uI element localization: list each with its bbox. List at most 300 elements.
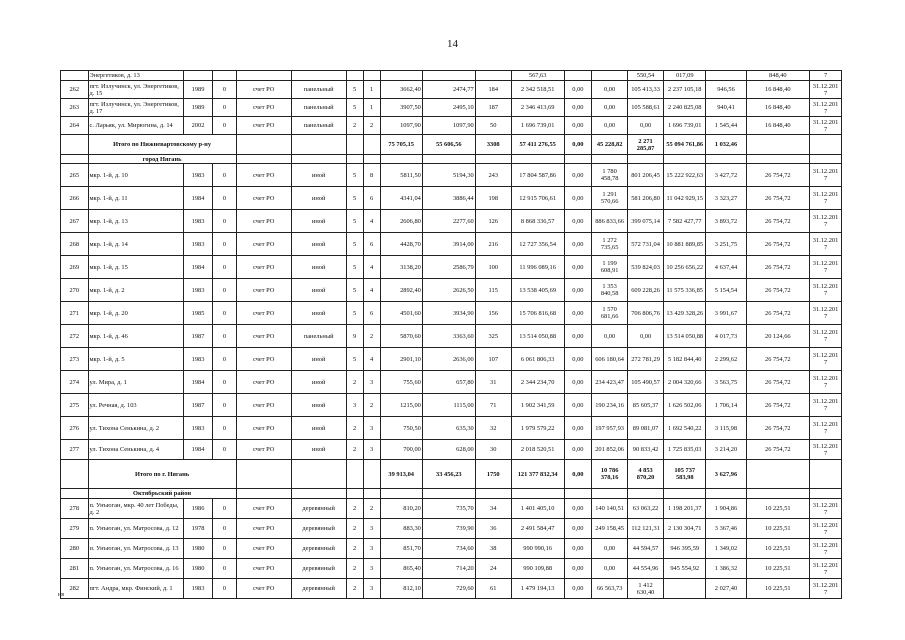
cell-no: 274 (61, 371, 89, 394)
empty-cell (346, 135, 363, 155)
cell-c17: 16 848,40 (746, 99, 809, 117)
cell-no: 280 (61, 539, 89, 559)
cell-c15: 11 575 336,85 (664, 279, 706, 302)
cell-floors: 2 (346, 499, 363, 519)
empty-cell (422, 489, 475, 499)
cell-year: 2002 (183, 117, 213, 135)
cell-year: 1983 (183, 417, 213, 440)
total-row (61, 460, 842, 489)
cell-c14: 112 121,31 (628, 519, 664, 539)
cell-c15: 5 182 844,40 (664, 348, 706, 371)
cell-c13: 606 180,64 (592, 348, 628, 371)
section-row (61, 155, 842, 164)
cell-c16: 3 627,96 (706, 460, 746, 489)
cell-zero: 0 (213, 210, 236, 233)
cell-year: 1986 (183, 499, 213, 519)
cell-c13: 190 234,16 (592, 394, 628, 417)
empty-cell (746, 489, 809, 499)
cell-c14: 539 824,03 (628, 256, 664, 279)
cell-cost: 1 696 739,01 (511, 117, 564, 135)
cell-c12: 0,00 (564, 539, 592, 559)
cell-addr: пгт. Излучинск, ул. Энергетиков, д. 17 (88, 99, 183, 117)
cell-no: 281 (61, 559, 89, 579)
cell-no: 277 (61, 440, 89, 460)
cell-date: 31.12.201 7 (810, 99, 842, 117)
cell-floors: 5 (346, 187, 363, 210)
table-row (61, 256, 842, 279)
cell-c14: 63 063,22 (628, 499, 664, 519)
cell-c17: 10 225,51 (746, 559, 809, 579)
cell-account: счет РО (236, 371, 291, 394)
table-row (61, 348, 842, 371)
cell-area2: 3886,44 (422, 187, 475, 210)
cell-people: 107 (475, 348, 511, 371)
empty-cell (810, 460, 842, 489)
cell-c12: 0,00 (564, 460, 592, 489)
empty-cell (564, 489, 592, 499)
cell-c17: 26 754,72 (746, 256, 809, 279)
cell-entr: 2 (363, 394, 380, 417)
cell-c12: 0,00 (564, 187, 592, 210)
table-row (61, 417, 842, 440)
cell-date: 31.12.201 7 (810, 164, 842, 187)
cell-date: 31.12.201 7 (810, 417, 842, 440)
cell-c13: 10 786 378,16 (592, 460, 628, 489)
cell-c16: 1 706,14 (706, 394, 746, 417)
empty-cell (363, 135, 380, 155)
cell-c12: 0,00 (564, 81, 592, 99)
cell-date: 31.12.201 7 (810, 210, 842, 233)
cell-date: 31.12.201 7 (810, 440, 842, 460)
cell-account: счет РО (236, 210, 291, 233)
cell-floors: 5 (346, 348, 363, 371)
cell-entr: 1 (363, 81, 380, 99)
cell-c14: 581 206,80 (628, 187, 664, 210)
cell-year: 1985 (183, 302, 213, 325)
table-row (61, 440, 842, 460)
cell-c15: 11 042 929,15 (664, 187, 706, 210)
cell-wall: иной (291, 279, 346, 302)
empty-cell (706, 489, 746, 499)
cell-area1: 700,00 (380, 440, 422, 460)
cell-c15: 15 222 922,63 (664, 164, 706, 187)
cell-c16: 3 214,20 (706, 440, 746, 460)
cell-no: 270 (61, 279, 89, 302)
cell-cost: 1 979 579,22 (511, 417, 564, 440)
cell-wall: панельный (291, 99, 346, 117)
cell-area1: 39 913,04 (380, 460, 422, 489)
cell-cost: 2 346 413,69 (511, 99, 564, 117)
cell-people: 216 (475, 233, 511, 256)
cell-account: счет РО (236, 302, 291, 325)
cell-cost: 990 109,88 (511, 559, 564, 579)
cell-wall: деревянный (291, 559, 346, 579)
cell-c17: 26 754,72 (746, 371, 809, 394)
cell-cost: 2 342 518,51 (511, 81, 564, 99)
cell-no: 269 (61, 256, 89, 279)
cell-people: 115 (475, 279, 511, 302)
cell-year: 1978 (183, 519, 213, 539)
cell-c14: 272 781,29 (628, 348, 664, 371)
cell-account: счет РО (236, 164, 291, 187)
cell-addr: мкр. 1-й, д. 11 (88, 187, 183, 210)
cell-area2: 1115,00 (422, 394, 475, 417)
cell-c16: 4 637,44 (706, 256, 746, 279)
cell-addr: ул. Тихона Сенькина, д. 4 (88, 440, 183, 460)
cell-wall: иной (291, 348, 346, 371)
cell-date: 31.12.201 7 (810, 394, 842, 417)
cell-zero (213, 71, 236, 81)
empty-cell (810, 135, 842, 155)
cell-date: 31.12.201 7 (810, 559, 842, 579)
cell-c12: 0,00 (564, 394, 592, 417)
cell-addr: п. Унъюган, ул. Матросова, д. 13 (88, 539, 183, 559)
table-row (61, 233, 842, 256)
cell-c15: 1 626 502,06 (664, 394, 706, 417)
cell-no: 265 (61, 164, 89, 187)
empty-cell (61, 135, 89, 155)
cell-c15: 945 554,92 (664, 559, 706, 579)
cell-c13: 0,00 (592, 559, 628, 579)
cell-area2: 729,60 (422, 579, 475, 599)
table-row (61, 71, 842, 81)
cell-c14: 105 413,33 (628, 81, 664, 99)
cell-c15: 017,09 (664, 71, 706, 81)
cell-c17: 26 754,72 (746, 440, 809, 460)
section-row (61, 489, 842, 499)
cell-account: счет РО (236, 440, 291, 460)
cell-c16: 940,41 (706, 99, 746, 117)
empty-cell (346, 155, 363, 164)
cell-c15: 13 514 050,88 (664, 325, 706, 348)
empty-cell (236, 489, 291, 499)
cell-c17: 10 225,51 (746, 579, 809, 599)
cell-area2: 734,60 (422, 539, 475, 559)
cell-c17: 26 754,72 (746, 164, 809, 187)
cell-zero: 0 (213, 371, 236, 394)
cell-entr: 3 (363, 519, 380, 539)
cell-c14: 44 594,57 (628, 539, 664, 559)
cell-area2 (422, 71, 475, 81)
cell-c17: 16 848,40 (746, 81, 809, 99)
empty-cell (346, 460, 363, 489)
cell-area1: 4341,04 (380, 187, 422, 210)
cell-no (61, 71, 89, 81)
cell-area1: 810,20 (380, 499, 422, 519)
cell-area2: 5194,30 (422, 164, 475, 187)
cell-zero: 0 (213, 499, 236, 519)
cell-c16: 3 991,67 (706, 302, 746, 325)
cell-zero: 0 (213, 539, 236, 559)
cell-wall: иной (291, 371, 346, 394)
cell-zero: 0 (213, 348, 236, 371)
table-row (61, 499, 842, 519)
empty-cell (291, 460, 346, 489)
empty-cell (746, 155, 809, 164)
cell-cost: 1 479 194,13 (511, 579, 564, 599)
table-row (61, 579, 842, 599)
cell-c16 (706, 71, 746, 81)
cell-addr: пгт. Андра, мкр. Финский, д. 1 (88, 579, 183, 599)
cell-no: 279 (61, 519, 89, 539)
cell-date: 7 (810, 71, 842, 81)
empty-cell (592, 489, 628, 499)
cell-area2: 2495,10 (422, 99, 475, 117)
cell-cost: 1 902 341,59 (511, 394, 564, 417)
cell-c17: 16 848,40 (746, 117, 809, 135)
cell-people: 38 (475, 539, 511, 559)
table-row (61, 371, 842, 394)
cell-entr: 4 (363, 256, 380, 279)
cell-account: счет РО (236, 256, 291, 279)
cell-cost: 11 996 089,16 (511, 256, 564, 279)
cell-floors: 2 (346, 559, 363, 579)
cell-c17: 26 754,72 (746, 279, 809, 302)
cell-c14: 85 605,37 (628, 394, 664, 417)
empty-cell (810, 155, 842, 164)
empty-cell (475, 155, 511, 164)
cell-account: счет РО (236, 519, 291, 539)
cell-area1: 750,50 (380, 417, 422, 440)
empty-cell (291, 489, 346, 499)
empty-cell (746, 460, 809, 489)
empty-cell (511, 155, 564, 164)
cell-no: 282 (61, 579, 89, 599)
cell-c14: 2 271 285,87 (628, 135, 664, 155)
cell-c17: 26 754,72 (746, 302, 809, 325)
cell-c14: 609 228,26 (628, 279, 664, 302)
cell-addr: мкр. 1-й, д. 20 (88, 302, 183, 325)
empty-cell (664, 489, 706, 499)
empty-cell (380, 489, 422, 499)
cell-floors: 5 (346, 164, 363, 187)
cell-area2: 2626,50 (422, 279, 475, 302)
cell-entr: 4 (363, 210, 380, 233)
cell-account: счет РО (236, 325, 291, 348)
cell-cost: 13 538 405,69 (511, 279, 564, 302)
cell-area2: 1097,90 (422, 117, 475, 135)
cell-floors: 5 (346, 256, 363, 279)
cell-area1: 1097,90 (380, 117, 422, 135)
cell-date: 31.12.201 7 (810, 499, 842, 519)
cell-c17: 26 754,72 (746, 394, 809, 417)
cell-account: счет РО (236, 394, 291, 417)
cell-no: 264 (61, 117, 89, 135)
cell-c14: 0,00 (628, 325, 664, 348)
cell-c16: 1 545,44 (706, 117, 746, 135)
cell-entr: 6 (363, 302, 380, 325)
cell-floors: 2 (346, 117, 363, 135)
cell-c15: 10 881 889,85 (664, 233, 706, 256)
cell-area1: 1215,00 (380, 394, 422, 417)
cell-floors: 9 (346, 325, 363, 348)
cell-area2: 33 456,23 (422, 460, 475, 489)
empty-cell (363, 489, 380, 499)
cell-label: Итого по Нижневартовскому р-ну (88, 135, 236, 155)
cell-people: 36 (475, 519, 511, 539)
cell-year: 1983 (183, 348, 213, 371)
cell-c16: 3 563,75 (706, 371, 746, 394)
cell-c12: 0,00 (564, 302, 592, 325)
cell-c13: 0,00 (592, 117, 628, 135)
cell-people: 156 (475, 302, 511, 325)
cell-cost: 2 018 520,51 (511, 440, 564, 460)
cell-date: 31.12.201 7 (810, 233, 842, 256)
cell-c12: 0,00 (564, 325, 592, 348)
cell-floors: 2 (346, 539, 363, 559)
cell-c13: 201 852,06 (592, 440, 628, 460)
cell-zero: 0 (213, 117, 236, 135)
cell-zero: 0 (213, 325, 236, 348)
cell-date: 31.12.201 7 (810, 579, 842, 599)
cell-people: 31 (475, 371, 511, 394)
cell-c12: 0,00 (564, 559, 592, 579)
cell-zero: 0 (213, 519, 236, 539)
cell-area1: 5870,60 (380, 325, 422, 348)
empty-cell (236, 460, 291, 489)
cell-year: 1983 (183, 579, 213, 599)
cell-account: счет РО (236, 99, 291, 117)
cell-c13: 234 423,47 (592, 371, 628, 394)
cell-c13: 0,00 (592, 99, 628, 117)
cell-cost: 2 491 584,47 (511, 519, 564, 539)
cell-entr: 4 (363, 279, 380, 302)
cell-c14: 44 554,96 (628, 559, 664, 579)
cell-date: 31.12.201 7 (810, 117, 842, 135)
cell-c14: 0,00 (628, 117, 664, 135)
cell-floors: 5 (346, 279, 363, 302)
cell-addr: мкр. 1-й, д. 15 (88, 256, 183, 279)
cell-c16: 946,56 (706, 81, 746, 99)
cell-cost: 12 727 356,54 (511, 233, 564, 256)
cell-c16: 5 154,54 (706, 279, 746, 302)
cell-wall: иной (291, 233, 346, 256)
cell-c13: 1 570 681,66 (592, 302, 628, 325)
empty-cell (592, 155, 628, 164)
cell-c15: 55 094 761,86 (664, 135, 706, 155)
cell-area2: 3363,60 (422, 325, 475, 348)
cell-year: 1983 (183, 279, 213, 302)
cell-addr: мкр. 1-й, д. 13 (88, 210, 183, 233)
cell-wall: деревянный (291, 539, 346, 559)
cell-c12: 0,00 (564, 417, 592, 440)
cell-c14: 105 588,61 (628, 99, 664, 117)
cell-year: 1989 (183, 99, 213, 117)
cell-area1 (380, 71, 422, 81)
cell-area1: 865,40 (380, 559, 422, 579)
cell-c12: 0,00 (564, 164, 592, 187)
cell-area2: 2474,77 (422, 81, 475, 99)
cell-people: 3308 (475, 135, 511, 155)
table-row (61, 99, 842, 117)
cell-floors: 2 (346, 440, 363, 460)
cell-wall: иной (291, 417, 346, 440)
cell-no: 271 (61, 302, 89, 325)
empty-cell (363, 155, 380, 164)
cell-c16: 4 017,73 (706, 325, 746, 348)
cell-c12: 0,00 (564, 117, 592, 135)
cell-c13: 1 199 608,91 (592, 256, 628, 279)
cell-zero: 0 (213, 417, 236, 440)
empty-cell (475, 489, 511, 499)
cell-area1: 3907,50 (380, 99, 422, 117)
cell-c17: 26 754,72 (746, 210, 809, 233)
table-row (61, 325, 842, 348)
cell-date: 31.12.201 7 (810, 302, 842, 325)
cell-addr: п. Унъюган, ул. Матросова, д. 12 (88, 519, 183, 539)
cell-date: 31.12.201 7 (810, 256, 842, 279)
cell-c17: 10 225,51 (746, 499, 809, 519)
cell-entr: 3 (363, 539, 380, 559)
cell-entr: 2 (363, 325, 380, 348)
cell-floors: 5 (346, 302, 363, 325)
cell-c17: 26 754,72 (746, 187, 809, 210)
cell-c17: 26 754,72 (746, 348, 809, 371)
cell-zero: 0 (213, 394, 236, 417)
cell-c15: 105 737 583,98 (664, 460, 706, 489)
cell-c15: 1 725 835,03 (664, 440, 706, 460)
total-row (61, 135, 842, 155)
empty-cell (380, 155, 422, 164)
cell-area2: 657,80 (422, 371, 475, 394)
cell-wall: иной (291, 210, 346, 233)
cell-c12 (564, 71, 592, 81)
cell-cost: 567,63 (511, 71, 564, 81)
empty-cell (746, 135, 809, 155)
cell-c13: 1 272 735,65 (592, 233, 628, 256)
empty-cell (422, 155, 475, 164)
cell-account: счет РО (236, 559, 291, 579)
cell-area2: 2277,60 (422, 210, 475, 233)
cell-year: 1983 (183, 233, 213, 256)
cell-zero: 0 (213, 187, 236, 210)
cell-c14: 105 490,57 (628, 371, 664, 394)
cell-area1: 3138,20 (380, 256, 422, 279)
cell-c17: 20 124,66 (746, 325, 809, 348)
cell-entr: 1 (363, 99, 380, 117)
cell-c15: 946 395,59 (664, 539, 706, 559)
cell-entr: 3 (363, 417, 380, 440)
cell-floors: 2 (346, 371, 363, 394)
cell-no: 275 (61, 394, 89, 417)
cell-wall (291, 71, 346, 81)
cell-account: счет РО (236, 348, 291, 371)
cell-people: 50 (475, 117, 511, 135)
cell-c15: 2 130 304,71 (664, 519, 706, 539)
cell-no: 263 (61, 99, 89, 117)
cell-label: город Нягань (88, 155, 236, 164)
cell-cost: 990 990,16 (511, 539, 564, 559)
cell-c13: 1 353 840,58 (592, 279, 628, 302)
cell-c17: 10 225,51 (746, 539, 809, 559)
cell-people: 32 (475, 417, 511, 440)
cell-floors: 5 (346, 81, 363, 99)
cell-c16: 2 299,62 (706, 348, 746, 371)
cell-year: 1983 (183, 210, 213, 233)
cell-zero: 0 (213, 559, 236, 579)
cell-c13: 1 780 458,78 (592, 164, 628, 187)
cell-c16: 3 427,72 (706, 164, 746, 187)
empty-cell (61, 155, 89, 164)
cell-area2: 3934,90 (422, 302, 475, 325)
cell-addr: ул. Мира, д. 1 (88, 371, 183, 394)
cell-area2: 628,00 (422, 440, 475, 460)
cell-wall: деревянный (291, 499, 346, 519)
cell-zero: 0 (213, 256, 236, 279)
cell-people: 34 (475, 499, 511, 519)
cell-addr: п. Унъюган, мкр. 40 лет Победы, д. 2 (88, 499, 183, 519)
cell-c14: 399 075,14 (628, 210, 664, 233)
